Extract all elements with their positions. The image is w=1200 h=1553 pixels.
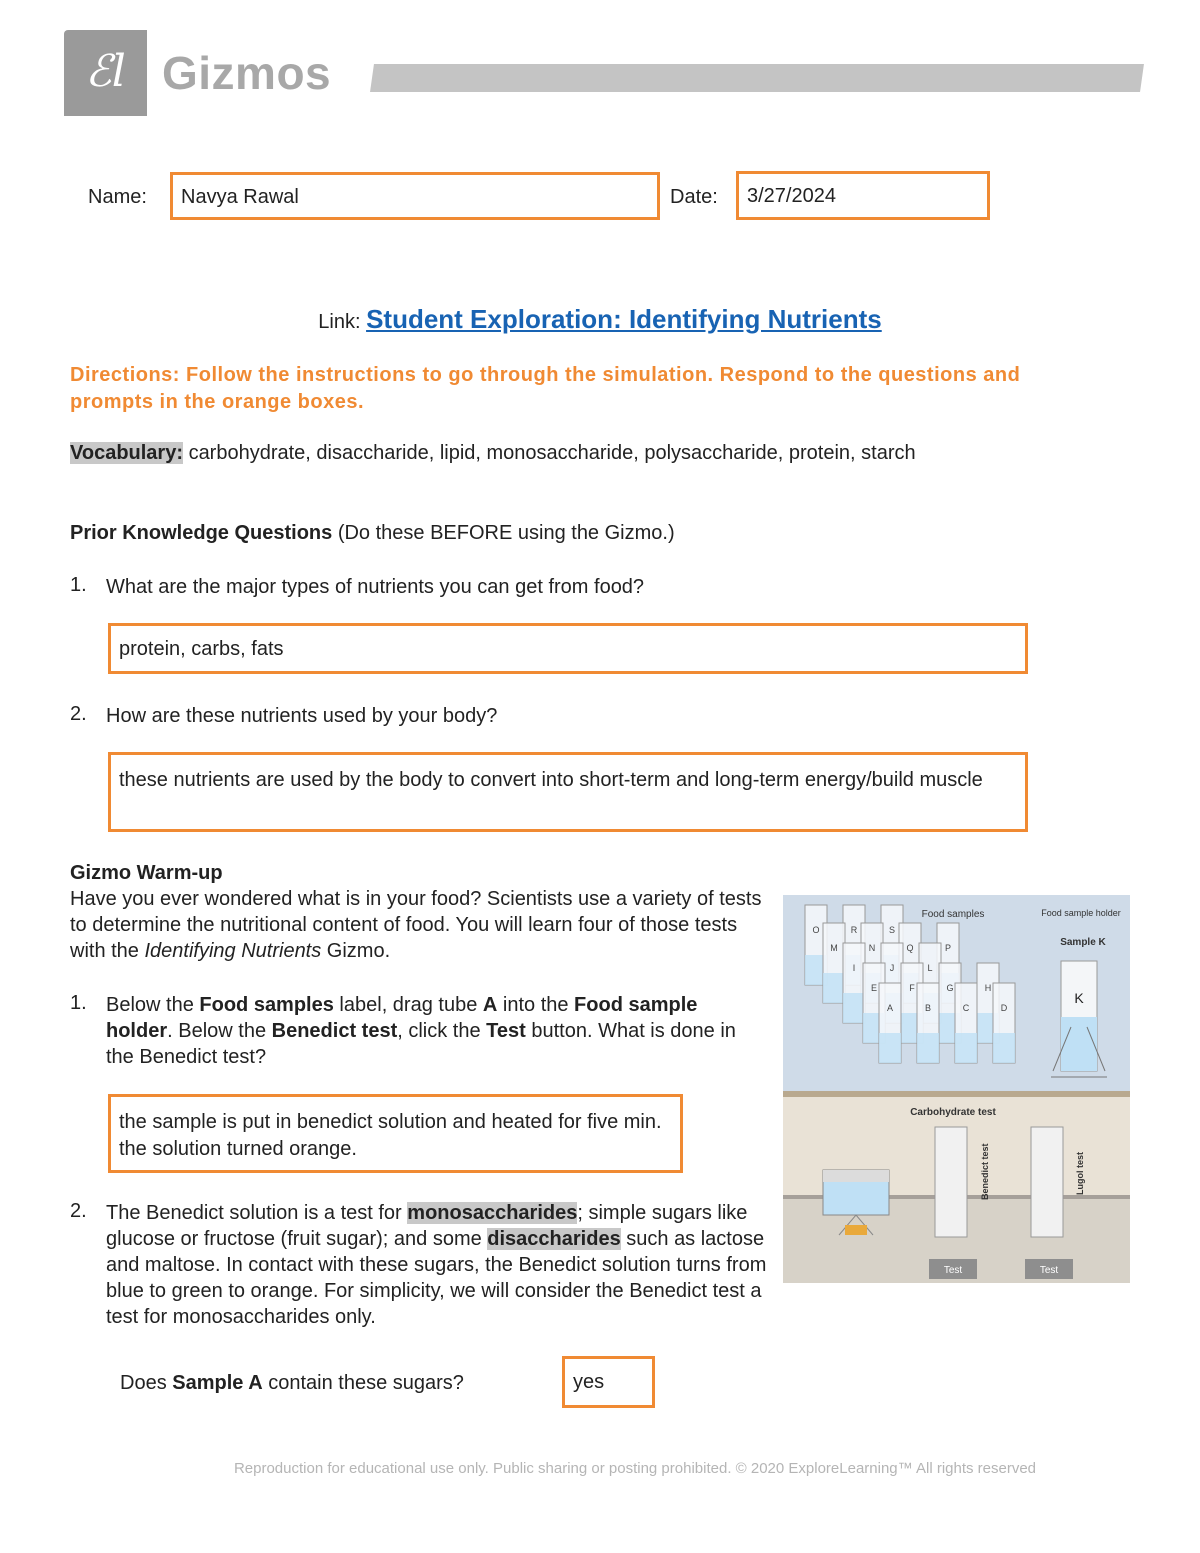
question-number: 1. (70, 574, 87, 596)
warmup-intro (70, 886, 770, 964)
holder-label: Food sample holder (1041, 908, 1121, 918)
name-value: Navya Rawal (181, 186, 299, 208)
lugol-tube-label: Lugol test (1075, 1152, 1085, 1195)
answer-text: protein, carbs, fats (119, 638, 284, 660)
tube-water (955, 1033, 977, 1063)
q1-bold: Food samples (199, 994, 334, 1016)
intro-text: Have you ever wondered what is in your food? Scientists use a variety of tests to determine the nutritional content of food. You will learn four of those tests with the (70, 888, 762, 962)
question-number: 2. (70, 1200, 87, 1222)
prompt-part: contain these sugars? (262, 1372, 464, 1394)
tube-letter: G (946, 983, 954, 993)
tube-letter: C (962, 1003, 970, 1013)
tube-letter: L (927, 963, 933, 973)
prompt-bold: Sample A (172, 1372, 263, 1394)
answer-text: the sample is put in benedict solution and heated for five min. the solution turned orange. (119, 1111, 662, 1160)
q1-part: Below the (106, 994, 200, 1016)
answer-text: these nutrients are used by the body to convert into short-term and long-term energy/build muscle (119, 769, 983, 791)
tube-letter: H (984, 983, 992, 993)
prior-note: (Do these BEFORE using the Gizmo.) (337, 522, 675, 544)
exploration-link[interactable]: Student Exploration: Identifying Nutrients (366, 304, 882, 334)
q1-bold: Test (486, 1020, 526, 1042)
tube-letter: J (889, 963, 895, 973)
question-text: What are the major types of nutrients you can get from food? (106, 576, 645, 598)
tube-letter: O (812, 925, 820, 935)
vocabulary-label: Vocabulary: (70, 442, 183, 464)
prior-knowledge-heading (70, 520, 675, 546)
tube-water (823, 973, 845, 1003)
tube-letter: P (944, 943, 952, 953)
header-bar (370, 64, 1144, 92)
date-field[interactable] (736, 171, 990, 220)
holder-tube-letter: K (1074, 990, 1084, 1006)
link-prefix: Link: (318, 311, 361, 333)
logo-glyph: ℰl (85, 46, 126, 97)
tube-water (993, 1033, 1015, 1063)
footer: Reproduction for educational use only. Public sharing or posting prohibited. © 2020 ExploreLearning™ All rights reserved (233, 1460, 1037, 1477)
tube-water (879, 1033, 901, 1063)
gizmo-illustration (783, 895, 1130, 1283)
tube-letter: I (852, 963, 856, 973)
q2-part: such as lactose and maltose. In contact with these sugars, the Benedict solution turns from blue to green to orange. For simplicity, we will consider the Benedict test a test for monosaccharides only. (106, 1228, 767, 1328)
answer-box-2[interactable] (108, 752, 1028, 832)
tube-letter: R (850, 925, 858, 935)
holder-water (1061, 1017, 1097, 1071)
question-text: How are these nutrients used by your body? (106, 705, 498, 727)
answer-box-3[interactable] (108, 1094, 683, 1173)
warmup-q1-text (106, 992, 766, 1070)
carb-test-label: Carbohydrate test (910, 1107, 996, 1118)
tube-letter: F (909, 983, 915, 993)
answer-box-4[interactable] (562, 1356, 655, 1408)
warmup-q2-text (106, 1200, 771, 1330)
sample-label: Sample K (1060, 937, 1106, 948)
q1-bold: Benedict test (271, 1020, 398, 1042)
tube-water (843, 993, 865, 1023)
question-number: 2. (70, 703, 87, 725)
name-label: Name: (88, 186, 147, 208)
tube-letter: B (924, 1003, 932, 1013)
tube-letter: D (1000, 1003, 1008, 1013)
q1-part: label, drag tube (333, 994, 483, 1016)
sample-a-prompt (120, 1370, 464, 1396)
tube-letter: E (870, 983, 878, 993)
q1-part: . Below the (167, 1020, 272, 1042)
q1-part: , click the (397, 1020, 487, 1042)
name-field[interactable] (170, 172, 660, 220)
prompt-part: Does (120, 1372, 173, 1394)
food-samples-label: Food samples (921, 909, 985, 920)
vocabulary-terms: carbohydrate, disaccharide, lipid, monosaccharide, polysaccharide, protein, starch (188, 442, 916, 464)
intro-end: Gizmo. (321, 940, 391, 962)
q1-part: into the (497, 994, 575, 1016)
tube-letter: N (868, 943, 876, 953)
tube-letter: Q (906, 943, 914, 953)
burner-flame-icon (845, 1225, 867, 1235)
prior-heading: Prior Knowledge Questions (70, 522, 333, 544)
gizmo-screenshot (783, 895, 1130, 1283)
intro-italic: Identifying Nutrients (144, 940, 322, 962)
q1-bold: A (482, 994, 498, 1016)
vocabulary (70, 440, 1130, 466)
tube-letter: S (888, 925, 896, 935)
tube-water (917, 1033, 939, 1063)
q1-bold: Food sample holder (106, 994, 698, 1042)
benedict-tube (935, 1127, 967, 1237)
q2-highlight: disaccharides (487, 1228, 621, 1250)
answer-text: yes (573, 1371, 605, 1393)
date-value: 3/27/2024 (747, 185, 836, 207)
lugol-test-button-label: Test (1039, 1265, 1059, 1276)
answer-box-1[interactable] (108, 623, 1028, 674)
tube-letter: M (830, 943, 838, 953)
lugol-tube (1031, 1127, 1063, 1237)
q2-part: ; simple sugars like glucose or fructose (fruit sugar); and some (106, 1202, 748, 1250)
directions: Directions: Follow the instructions to go through the simulation. Respond to the questions and prompts in the orange boxes. (70, 364, 1021, 413)
question-number: 1. (70, 992, 87, 1014)
brand-name: Gizmos (162, 47, 332, 99)
q1-part: button. What is done in the Benedict test? (106, 1020, 736, 1068)
tube-letter: A (886, 1003, 894, 1013)
benedict-test-button-label: Test (943, 1265, 963, 1276)
q2-highlight: monosaccharides (407, 1202, 578, 1224)
benedict-tube-label: Benedict test (980, 1143, 990, 1200)
date-label: Date: (670, 186, 718, 208)
q2-part: The Benedict solution is a test for (106, 1202, 408, 1224)
logo-icon (64, 30, 147, 116)
warmup-heading: Gizmo Warm-up (70, 862, 223, 884)
link-line (0, 304, 1200, 335)
